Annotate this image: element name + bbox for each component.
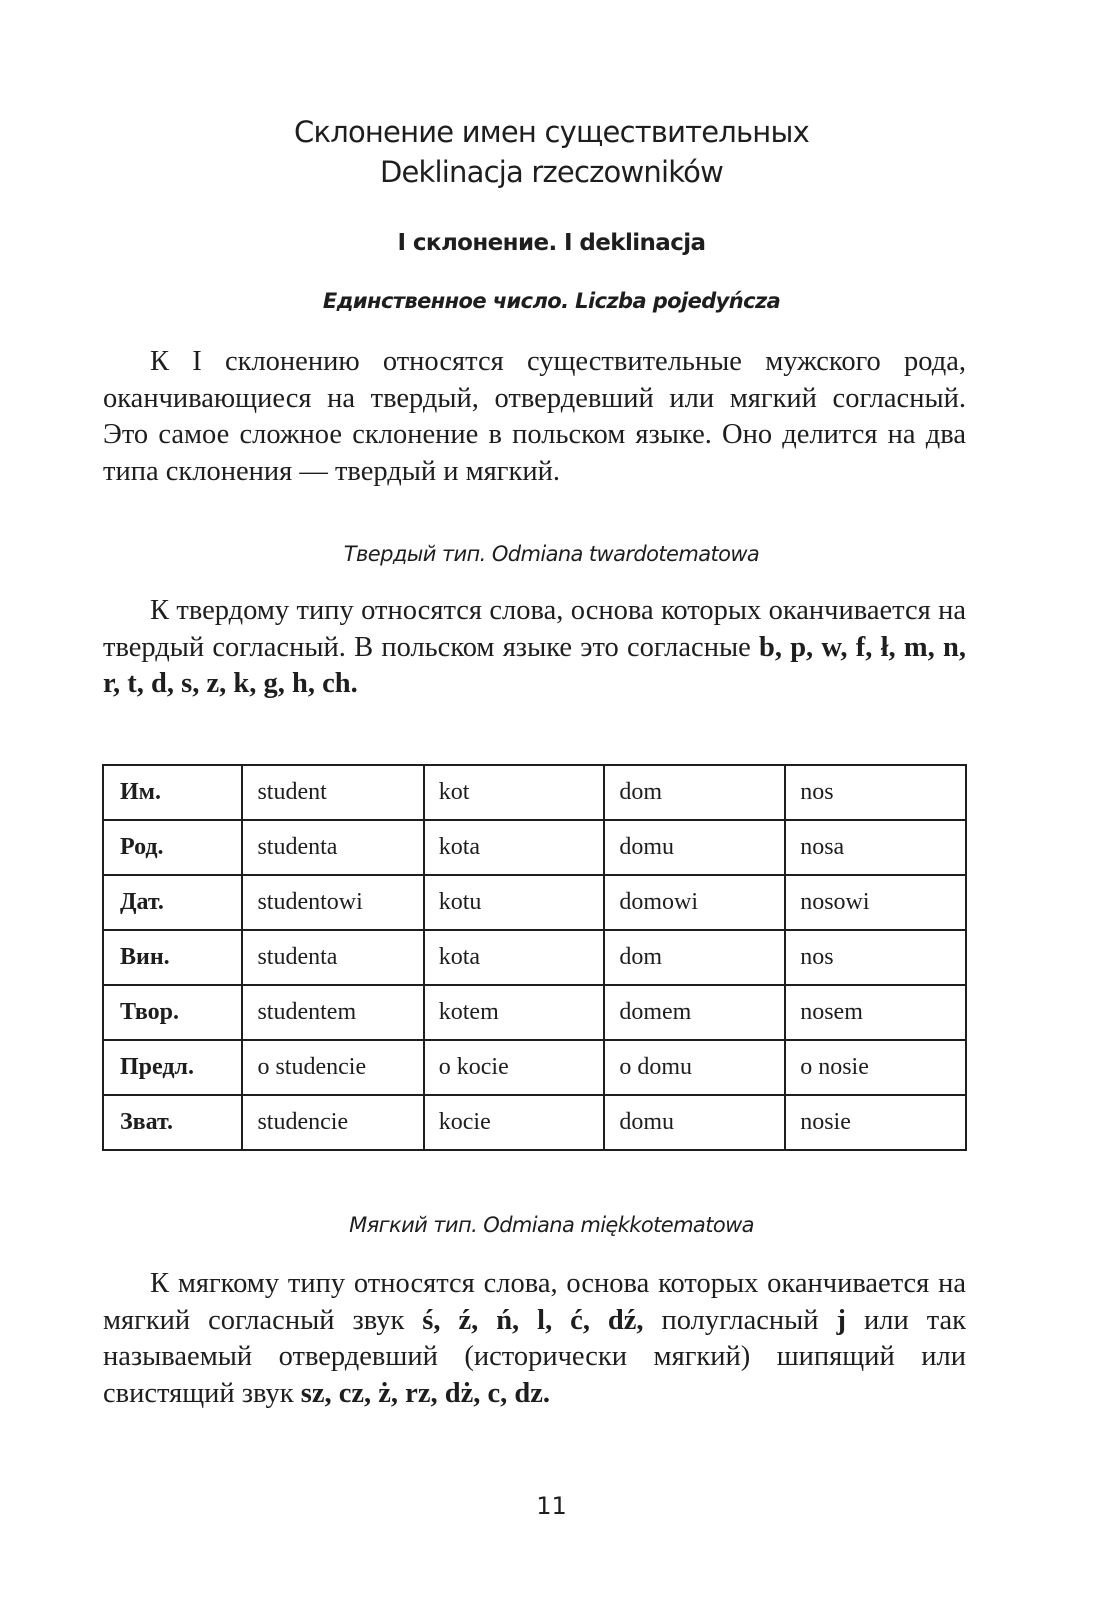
case-label: Вин.: [103, 930, 242, 985]
table-cell: studentem: [242, 985, 423, 1040]
soft-type-text-a: К мягкому типу относятся слова, основа которых оканчивается на мягкий согласный звук: [103, 1268, 966, 1336]
table-row: [103, 820, 966, 875]
table-cell: o studencie: [242, 1040, 423, 1095]
table-cell: domu: [604, 1095, 785, 1150]
soft-type-paragraph: [103, 1266, 966, 1412]
table-cell: o domu: [604, 1040, 785, 1095]
intro-paragraph: К I склонению относятся существительные мужского рода, оканчивающиеся на твердый, отвердевший или мягкий согласный. Это самое сложное склонение в польском языке. Оно делится на два типа склонения — твердый и мягкий.: [103, 346, 966, 487]
hard-type-heading: Твердый тип. Odmiana twardotematowa: [343, 542, 760, 566]
table-cell: studentowi: [242, 875, 423, 930]
declension-table: [102, 764, 967, 1151]
table-cell: nosem: [785, 985, 966, 1040]
table-cell: dom: [604, 765, 785, 820]
hardened-consonants: sz, cz, ż, rz, dż, c, dz.: [300, 1377, 550, 1409]
soft-type-heading: Мягкий тип. Odmiana miękkotematowa: [349, 1213, 754, 1237]
table-cell: domu: [604, 820, 785, 875]
table-cell: domem: [604, 985, 785, 1040]
table-cell: kotu: [424, 875, 605, 930]
table-cell: o nosie: [785, 1040, 966, 1095]
hard-consonants: b, p, w, f, ł, m, n, r, t, d, s, z, k, g, h, ch.: [103, 631, 966, 700]
table-cell: kota: [424, 820, 605, 875]
table-row: [103, 985, 966, 1040]
soft-type-text-c: или так называемый отвердевший (исторически мягкий) шипящий или свистящий звук: [103, 1304, 966, 1409]
table-cell: domowi: [604, 875, 785, 930]
table-cell: studencie: [242, 1095, 423, 1150]
case-label: Предл.: [103, 1040, 242, 1095]
table-cell: studenta: [242, 820, 423, 875]
table-cell: nosie: [785, 1095, 966, 1150]
table-row: [103, 765, 966, 820]
table-cell: kot: [424, 765, 605, 820]
case-label: Род.: [103, 820, 242, 875]
table-cell: nos: [785, 930, 966, 985]
table-row: [103, 1095, 966, 1150]
page-number: 11: [536, 1492, 567, 1520]
hard-type-paragraph: [103, 593, 966, 703]
case-label: Дат.: [103, 875, 242, 930]
table-cell: kota: [424, 930, 605, 985]
case-label: Зват.: [103, 1095, 242, 1150]
case-label: Им.: [103, 765, 242, 820]
section-heading: I склонение. I deklinacja: [397, 230, 706, 256]
subsection-heading: Единственное число. Liczba pojedyńcza: [322, 289, 781, 313]
case-label: Твор.: [103, 985, 242, 1040]
hard-type-text: К твердому типу относятся слова, основа которых оканчивается на твердый согласный. В польском языке это согласные: [103, 595, 966, 663]
semivowel: j: [836, 1304, 847, 1336]
table-cell: nosa: [785, 820, 966, 875]
table-cell: kotem: [424, 985, 605, 1040]
page-title-polish: Deklinacja rzeczowników: [379, 155, 724, 189]
table-cell: studenta: [242, 930, 423, 985]
page-title-russian: Склонение имен существительных: [294, 115, 809, 149]
table-cell: kocie: [424, 1095, 605, 1150]
table-cell: dom: [604, 930, 785, 985]
table-cell: o kocie: [424, 1040, 605, 1095]
soft-consonants: ś, ź, ń, l, ć, dź,: [422, 1304, 644, 1336]
table-cell: nos: [785, 765, 966, 820]
soft-type-text-b: полугласный: [643, 1304, 837, 1336]
table-cell: student: [242, 765, 423, 820]
table-cell: nosowi: [785, 875, 966, 930]
table-row: [103, 875, 966, 930]
table-row: [103, 1040, 966, 1095]
table-row: [103, 930, 966, 985]
